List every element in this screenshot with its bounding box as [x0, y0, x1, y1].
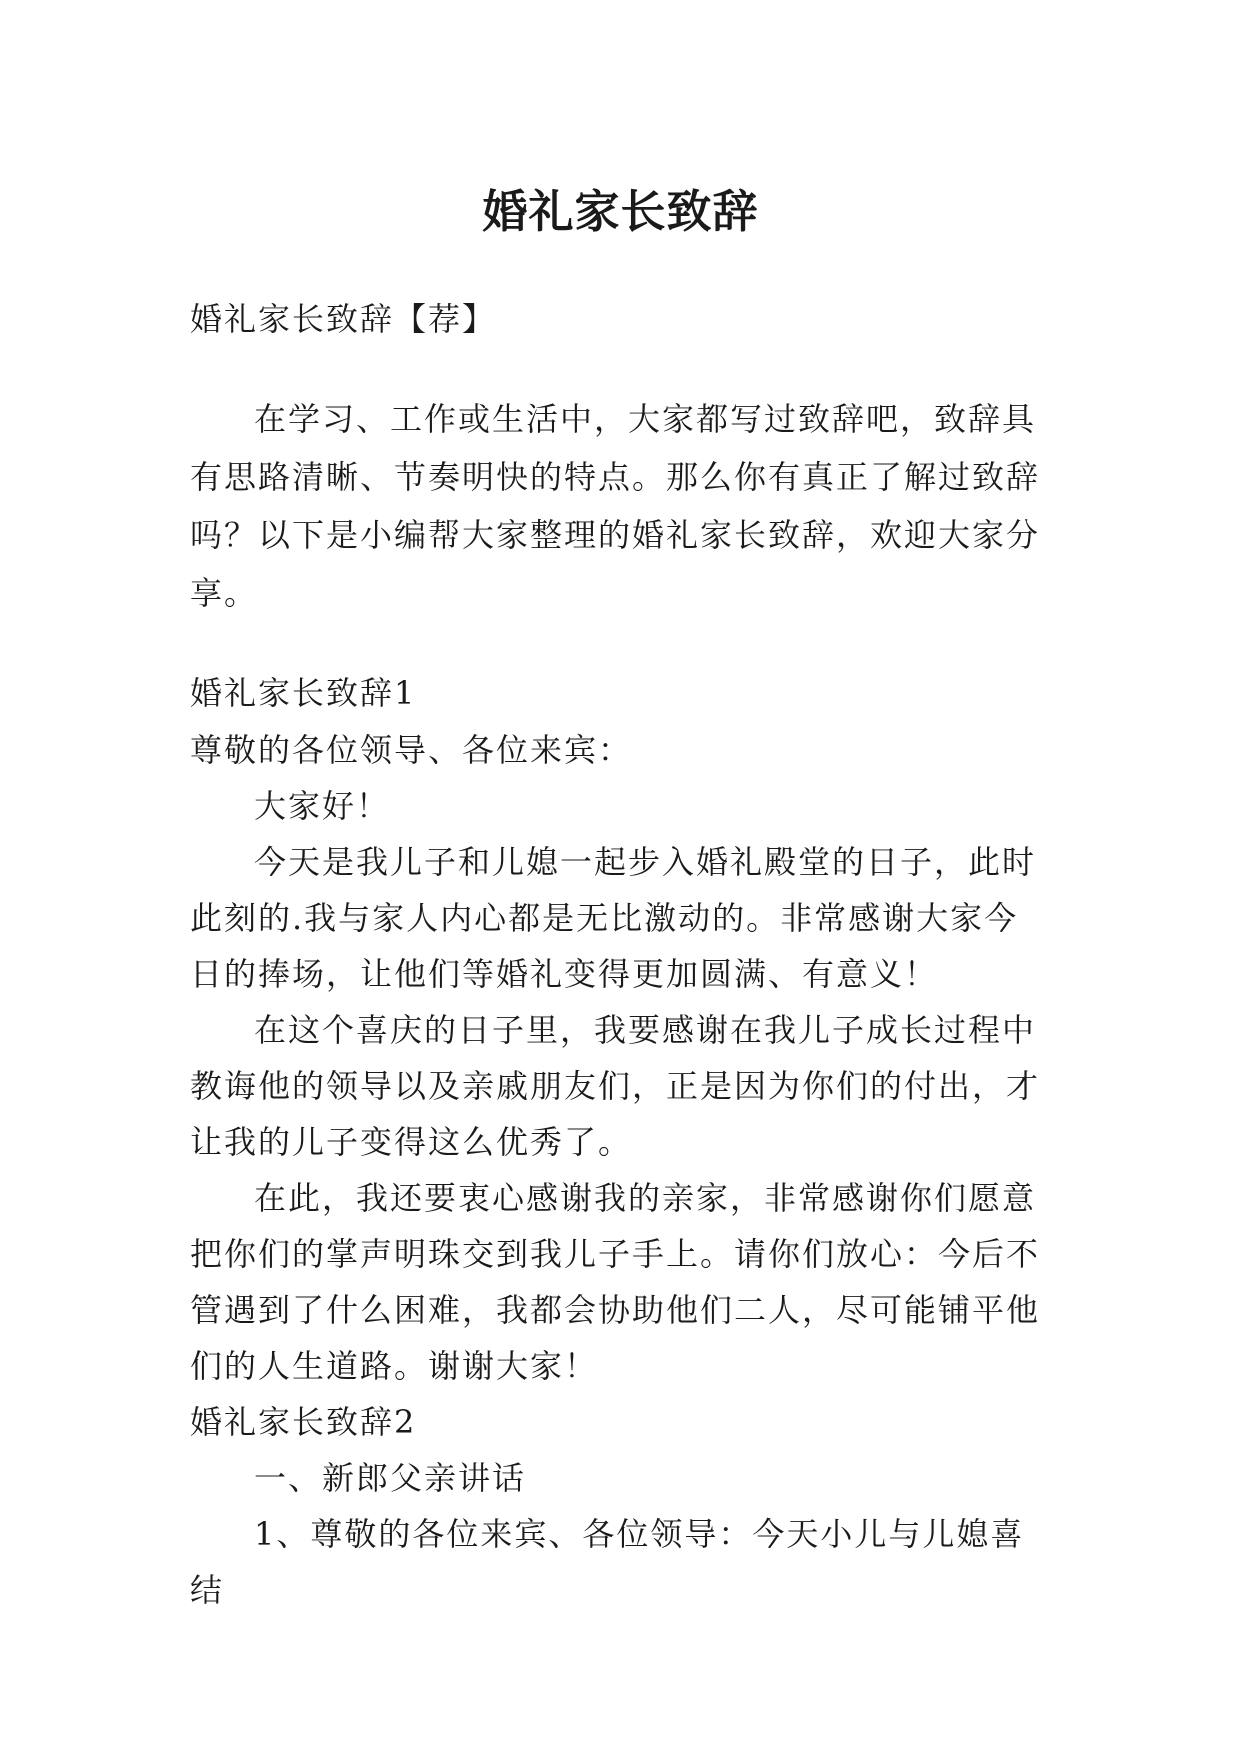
document-body: [190, 290, 1050, 1618]
section-2-item: 1、尊敬的各位来宾、各位领导：今天小儿与儿媳喜结: [190, 1515, 1025, 1609]
section-1-paragraph: 今天是我儿子和儿媳一起步入婚礼殿堂的日子，此时此刻的.我与家人内心都是无比激动的。非常感谢大家今日的捧场，让他们等婚礼变得更加圆满、有意义！: [190, 843, 1037, 993]
section-2-subheading: 一、新郎父亲讲话: [254, 1459, 527, 1497]
section-2-heading: 婚礼家长致辞2: [190, 1403, 417, 1441]
document-title: 婚礼家长致辞: [482, 185, 759, 239]
section-1-salutation: 尊敬的各位领导、各位来宾：: [190, 731, 633, 769]
document-subtitle: 婚礼家长致辞【荐】: [190, 300, 497, 338]
section-1-greeting: 大家好！: [254, 787, 391, 825]
section-1-heading: 婚礼家长致辞1: [190, 674, 417, 712]
section-1-paragraph: 在此，我还要衷心感谢我的亲家，非常感谢你们愿意把你们的掌声明珠交到我儿子手上。请你们放心：今后不管遇到了什么困难，我都会协助他们二人，尽可能铺平他们的人生道路。谢谢大家！: [190, 1179, 1041, 1385]
intro-paragraph: 在学习、工作或生活中，大家都写过致辞吧，致辞具有思路清晰、节奏明快的特点。那么你有真正了解过致辞吗？以下是小编帮大家整理的婚礼家长致辞，欢迎大家分享。: [190, 400, 1041, 612]
section-1-paragraph: 在这个喜庆的日子里，我要感谢在我儿子成长过程中教诲他的领导以及亲戚朋友们，正是因为你们的付出，才让我的儿子变得这么优秀了。: [190, 1011, 1041, 1161]
